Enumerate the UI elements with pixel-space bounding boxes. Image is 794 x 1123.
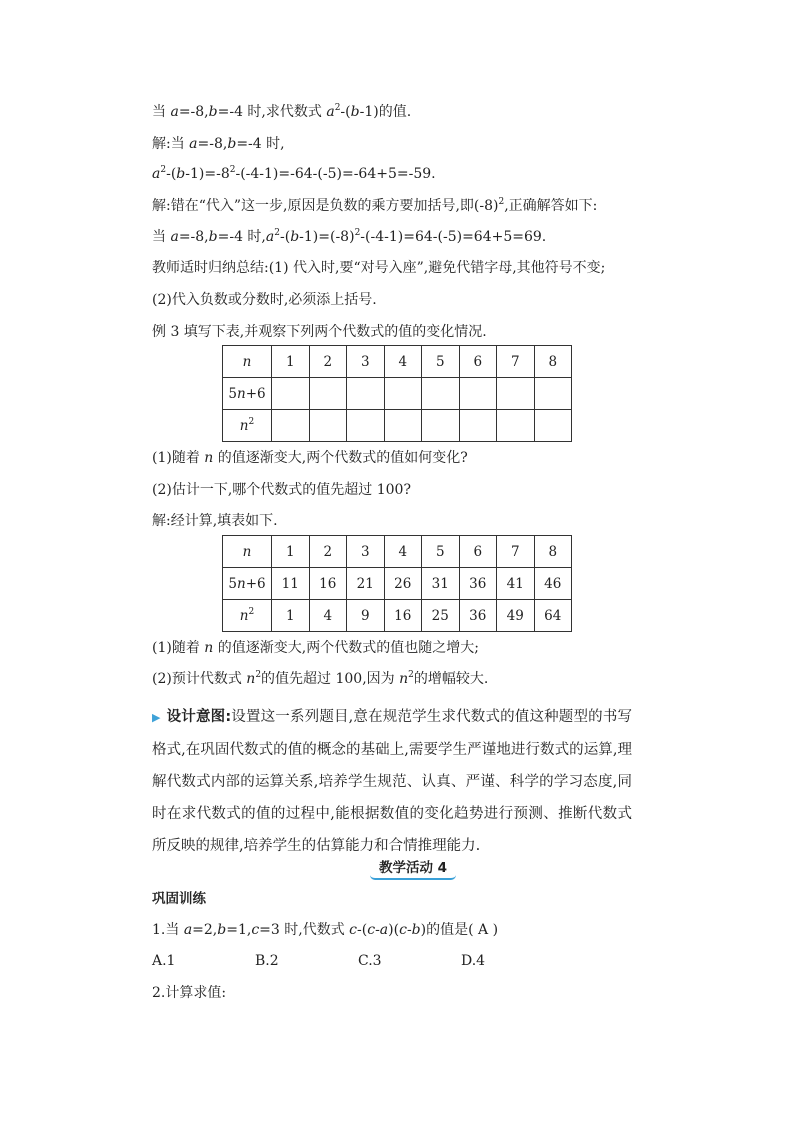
- design-intent-paragraph: [152, 701, 632, 862]
- table-header-cell: 5: [422, 346, 460, 378]
- exercise-2: 2.计算求值:: [152, 985, 227, 1001]
- table-header-n: n: [223, 536, 272, 568]
- example-3-title: 例 3 填写下表,并观察下列两个代数式的值的变化情况.: [152, 324, 487, 340]
- empty-cell: [459, 410, 497, 442]
- answer-2: (2)预计代数式 $n^2$的值先超过 100,因为 $n^2$的增幅较大.: [152, 670, 489, 687]
- empty-cell: [497, 378, 535, 410]
- empty-cell: [384, 410, 422, 442]
- option-d: D.4: [461, 953, 486, 969]
- table-cell: 31: [422, 568, 460, 600]
- empty-cell: [534, 378, 572, 410]
- correct-computation: 当 a=-8,b=-4 时$,a^2-(b-1)=(-8)^2-(-4-1)=64-(-5)=64+5=69$.: [152, 228, 547, 245]
- table-header-cell: 5: [422, 536, 460, 568]
- teacher-summary: 教师适时归纳总结:(1) 代入时,要“对号入座”,避免代错字母,其他符号不变;: [152, 260, 606, 276]
- subsection-title: 巩固训练: [152, 891, 206, 907]
- empty-cell: [347, 378, 385, 410]
- empty-table: [222, 345, 572, 442]
- option-b: B.2: [255, 953, 279, 969]
- section-title: 教学活动 4: [372, 856, 454, 876]
- table-header-cell: 3: [347, 536, 385, 568]
- option-c: C.3: [358, 953, 382, 969]
- table-header-cell: 1: [272, 346, 310, 378]
- table-cell: 49: [497, 600, 535, 632]
- solution-label: 解:经计算,填表如下.: [152, 513, 278, 529]
- table-cell: 21: [347, 568, 385, 600]
- row-label-5n6: 5n+6: [223, 378, 272, 410]
- table-cell: 25: [422, 600, 460, 632]
- empty-cell: [497, 410, 535, 442]
- row-label-5n6: 5n+6: [223, 568, 272, 600]
- table-header-cell: 3: [347, 346, 385, 378]
- table-header-cell: 7: [497, 346, 535, 378]
- table-header-cell: 4: [384, 536, 422, 568]
- table-header-cell: 2: [309, 536, 347, 568]
- table-header-cell: 6: [459, 346, 497, 378]
- table-cell: 1: [272, 600, 310, 632]
- solution-intro: 解:当 a=-8,b=-4 时,: [152, 136, 285, 152]
- design-intent-label: 设计意图:: [166, 709, 232, 725]
- design-intent-text: 设置这一系列题目,意在规范学生求代数式的值这种题型的书写格式,在巩固代数式的值的概念的基础上,需要学生严谨地进行数式的运算,理解代数式内部的运算关系,培养学生规范、认真、严谨、科学的学习态度,同时在求代数式的值的过程中,能根据数值的变化趋势进行预测、推断代数式所反映的规律,培养学生的估算能力和合情推理能力.: [152, 709, 632, 854]
- error-explanation: 解:错在“代入”这一步,原因是负数的乘方要加括号,即$(-8)^2$,正确解答如下:: [152, 197, 598, 214]
- table-cell: 16: [309, 568, 347, 600]
- table-cell: 11: [272, 568, 310, 600]
- table-header-cell: 1: [272, 536, 310, 568]
- triangle-marker-icon: ▶: [152, 711, 161, 724]
- empty-cell: [309, 410, 347, 442]
- empty-cell: [272, 378, 310, 410]
- table-header-cell: 2: [309, 346, 347, 378]
- question-1: (1)随着 n 的值逐渐变大,两个代数式的值如何变化?: [152, 450, 468, 466]
- filled-table: [222, 535, 572, 632]
- wrong-computation: $a^2-(b-1)=-8^2-(-4-1)=-64-(-5)=-64+5=-59$.: [152, 165, 436, 182]
- table-cell: 16: [384, 600, 422, 632]
- empty-cell: [534, 410, 572, 442]
- row-label-n2: $n^2$: [223, 410, 272, 442]
- empty-cell: [272, 410, 310, 442]
- table-cell: 46: [534, 568, 572, 600]
- table-header-cell: 6: [459, 536, 497, 568]
- option-a: A.1: [152, 953, 176, 969]
- table-cell: 36: [459, 568, 497, 600]
- empty-cell: [347, 410, 385, 442]
- table-cell: 64: [534, 600, 572, 632]
- table-cell: 41: [497, 568, 535, 600]
- table-cell: 4: [309, 600, 347, 632]
- empty-cell: [384, 378, 422, 410]
- empty-cell: [309, 378, 347, 410]
- empty-cell: [422, 378, 460, 410]
- empty-cell: [459, 378, 497, 410]
- problem-statement: 当 a=-8,b=-4 时,求代数式 $a^2-(b-1)$的值.: [152, 103, 412, 120]
- table-header-cell: 8: [534, 536, 572, 568]
- exercise-1: 1.当 a=2,b=1,c=3 时,代数式 c-(c-a)(c-b)的值是( A ): [152, 922, 499, 938]
- summary-point-2: (2)代入负数或分数时,必须添上括号.: [152, 292, 377, 308]
- table-header-cell: 7: [497, 536, 535, 568]
- empty-cell: [422, 410, 460, 442]
- table-header-cell: 4: [384, 346, 422, 378]
- table-header-cell: 8: [534, 346, 572, 378]
- table-header-n: n: [223, 346, 272, 378]
- table-cell: 9: [347, 600, 385, 632]
- question-2: (2)估计一下,哪个代数式的值先超过 100?: [152, 482, 411, 498]
- answer-1: (1)随着 n 的值逐渐变大,两个代数式的值也随之增大;: [152, 640, 479, 656]
- table-cell: 26: [384, 568, 422, 600]
- row-label-n2: $n^2$: [223, 600, 272, 632]
- table-cell: 36: [459, 600, 497, 632]
